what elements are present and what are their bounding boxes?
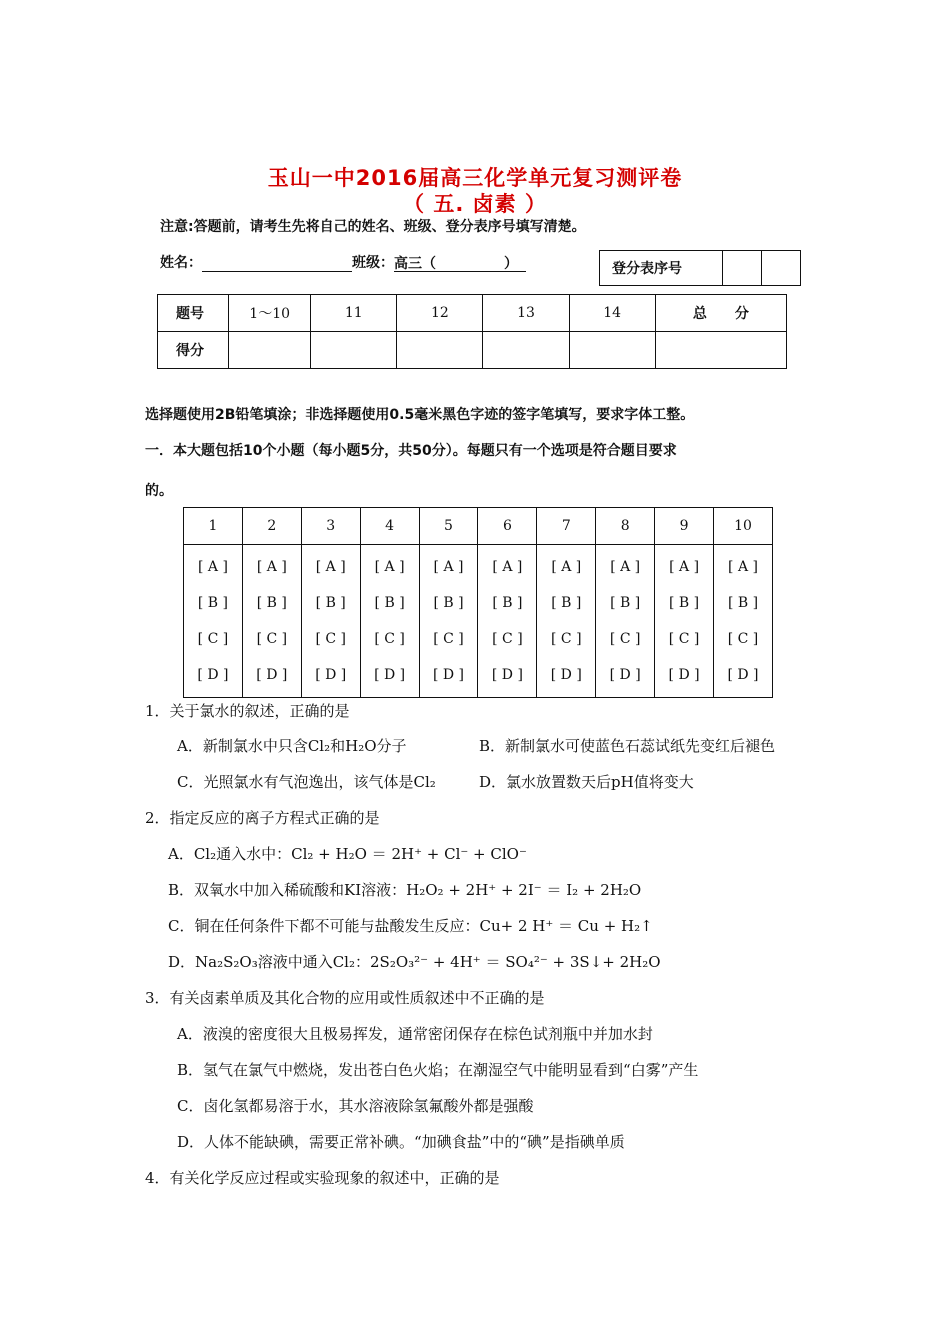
question-number: 2 — [242, 508, 301, 545]
answer-cell — [596, 545, 655, 698]
question-2-stem: 2．指定反应的离子方程式正确的是 — [145, 809, 380, 827]
question-number: 1 — [184, 508, 243, 545]
answer-cell — [419, 545, 478, 698]
question-number: 4 — [360, 508, 419, 545]
question-3-option-b: B．氢气在氯气中燃烧，发出苍白色火焰；在潮湿空气中能明显看到“白雾”产生 — [177, 1061, 699, 1079]
option-b[interactable]: [ B ] — [433, 595, 464, 611]
option-c[interactable]: [ C ] — [609, 631, 641, 647]
page-title: 玉山一中2016届高三化学单元复习测评卷 — [267, 166, 683, 190]
question-4-stem: 4．有关化学反应过程或实验现象的叙述中，正确的是 — [145, 1169, 500, 1187]
question-2-option-c: C．铜在任何条件下都不可能与盐酸发生反应：Cu+ 2 H⁺ ＝ Cu + H₂↑ — [168, 917, 653, 935]
question-1-option-d: D．氯水放置数天后pH值将变大 — [479, 773, 694, 791]
question-3-stem: 3．有关卤素单质及其化合物的应用或性质叙述中不正确的是 — [145, 989, 545, 1007]
option-b[interactable]: [ B ] — [727, 595, 759, 611]
class-field[interactable]: 高三（ ） — [394, 253, 526, 272]
option-d[interactable]: [ D ] — [432, 667, 465, 683]
option-c[interactable]: [ C ] — [374, 631, 405, 647]
page-subtitle: （ 五. 卤素 ） — [403, 192, 547, 216]
answer-grid-header — [184, 508, 773, 545]
score-header-cell: 13 — [483, 295, 569, 332]
question-3-option-c: C．卤化氢都易溶于水，其水溶液除氢氟酸外都是强酸 — [177, 1097, 534, 1115]
option-b[interactable]: [ B ] — [197, 595, 228, 611]
score-value-row — [158, 332, 787, 369]
option-a[interactable]: [ A ] — [551, 559, 582, 575]
question-2-option-d: D．Na₂S₂O₃溶液中通入Cl₂：2S₂O₃²⁻ + 4H⁺ ＝ SO₄²⁻ + 3S↓+ 2H₂O — [168, 953, 661, 971]
option-a[interactable]: [ A ] — [315, 559, 346, 575]
question-number: 9 — [655, 508, 714, 545]
option-b[interactable]: [ B ] — [315, 595, 346, 611]
option-c[interactable]: [ C ] — [551, 631, 582, 647]
instruction-line-3: 的。 — [145, 483, 173, 499]
score-header-cell: 题号 — [158, 295, 229, 332]
answer-options-row — [184, 545, 773, 698]
score-cell[interactable] — [655, 332, 786, 369]
notice-text: 注意:答题前，请考生先将自己的姓名、班级、登分表序号填写清楚。 — [160, 219, 586, 235]
score-header-cell: 总 分 — [655, 295, 786, 332]
class-label: 班级： — [352, 255, 394, 271]
name-label: 姓名： — [160, 255, 202, 271]
question-2-option-a: A．Cl₂通入水中：Cl₂ + H₂O ＝ 2H⁺ + Cl⁻ + ClO⁻ — [168, 845, 527, 863]
instruction-line-2: 一．本大题包括10个小题（每小题5分，共50分）。每题只有一个选项是符合题目要求 — [145, 443, 677, 459]
question-2-option-b: B．双氧水中加入稀硫酸和KI溶液：H₂O₂ + 2H⁺ + 2I⁻ ＝ I₂ + 2H₂O — [168, 881, 642, 899]
option-a[interactable]: [ A ] — [492, 559, 523, 575]
score-header-cell: 12 — [397, 295, 483, 332]
option-c[interactable]: [ C ] — [727, 631, 759, 647]
question-number: 10 — [714, 508, 773, 545]
question-number: 6 — [478, 508, 537, 545]
score-cell[interactable] — [483, 332, 569, 369]
registration-digit-2[interactable] — [762, 251, 801, 286]
option-d[interactable]: [ D ] — [491, 667, 523, 683]
answer-cell — [478, 545, 537, 698]
option-b[interactable]: [ B ] — [551, 595, 582, 611]
score-header-cell: 1～10 — [229, 295, 311, 332]
registration-box — [599, 250, 801, 286]
question-number: 3 — [301, 508, 360, 545]
answer-cell — [360, 545, 419, 698]
registration-label: 登分表序号 — [600, 251, 723, 286]
option-b[interactable]: [ B ] — [610, 595, 641, 611]
answer-cell — [655, 545, 714, 698]
option-d[interactable]: [ D ] — [609, 667, 641, 683]
question-number: 5 — [419, 508, 478, 545]
option-a[interactable]: [ A ] — [256, 559, 287, 575]
option-c[interactable]: [ C ] — [492, 631, 523, 647]
question-number: 8 — [596, 508, 655, 545]
option-a[interactable]: [ A ] — [374, 559, 405, 575]
score-cell[interactable] — [229, 332, 311, 369]
answer-cell — [537, 545, 596, 698]
instruction-line-1: 选择题使用2B铅笔填涂；非选择题使用0.5毫米黑色字迹的签字笔填写，要求字体工整。 — [145, 407, 695, 423]
registration-digit-1[interactable] — [723, 251, 762, 286]
option-a[interactable]: [ A ] — [610, 559, 641, 575]
answer-grid — [183, 507, 773, 698]
question-1-option-a: A．新制氯水中只含Cl₂和H₂O分子 — [177, 737, 407, 755]
option-c[interactable]: [ C ] — [668, 631, 700, 647]
option-a[interactable]: [ A ] — [197, 559, 228, 575]
option-b[interactable]: [ B ] — [669, 595, 700, 611]
score-header-row — [158, 295, 787, 332]
answer-cell — [301, 545, 360, 698]
student-info — [160, 252, 526, 272]
question-3-option-a: A．液溴的密度很大且极易挥发，通常密闭保存在棕色试剂瓶中并加水封 — [177, 1025, 653, 1043]
answer-cell — [242, 545, 301, 698]
question-1-option-c: C．光照氯水有气泡逸出，该气体是Cl₂ — [177, 773, 436, 791]
answer-cell — [184, 545, 243, 698]
score-table — [157, 294, 787, 369]
option-a[interactable]: [ A ] — [433, 559, 464, 575]
question-1-option-b: B．新制氯水可使蓝色石蕊试纸先变红后褪色 — [479, 737, 776, 755]
option-a[interactable]: [ A ] — [728, 559, 758, 575]
option-d[interactable]: [ D ] — [374, 667, 406, 683]
option-c[interactable]: [ C ] — [197, 631, 229, 647]
score-header-cell: 11 — [311, 295, 397, 332]
option-c[interactable]: [ C ] — [315, 631, 346, 647]
name-field[interactable] — [202, 253, 352, 272]
option-b[interactable]: [ B ] — [492, 595, 523, 611]
option-d[interactable]: [ D ] — [256, 667, 288, 683]
option-d[interactable]: [ D ] — [550, 667, 582, 683]
option-b[interactable]: [ B ] — [256, 595, 287, 611]
option-d[interactable]: [ D ] — [315, 667, 347, 683]
option-d[interactable]: [ D ] — [727, 667, 759, 683]
option-d[interactable]: [ D ] — [668, 667, 700, 683]
score-row-label: 得分 — [158, 332, 229, 369]
score-cell[interactable] — [397, 332, 483, 369]
answer-cell — [714, 545, 773, 698]
question-1-stem: 1．关于氯水的叙述，正确的是 — [145, 702, 350, 720]
score-cell[interactable] — [311, 332, 397, 369]
option-c[interactable]: [ C ] — [256, 631, 288, 647]
option-c[interactable]: [ C ] — [433, 631, 464, 647]
question-3-option-d: D．人体不能缺碘，需要正常补碘。“加碘食盐”中的“碘”是指碘单质 — [177, 1133, 625, 1151]
score-cell[interactable] — [569, 332, 655, 369]
option-b[interactable]: [ B ] — [374, 595, 405, 611]
question-number: 7 — [537, 508, 596, 545]
option-d[interactable]: [ D ] — [197, 667, 229, 683]
score-header-cell: 14 — [569, 295, 655, 332]
option-a[interactable]: [ A ] — [669, 559, 700, 575]
